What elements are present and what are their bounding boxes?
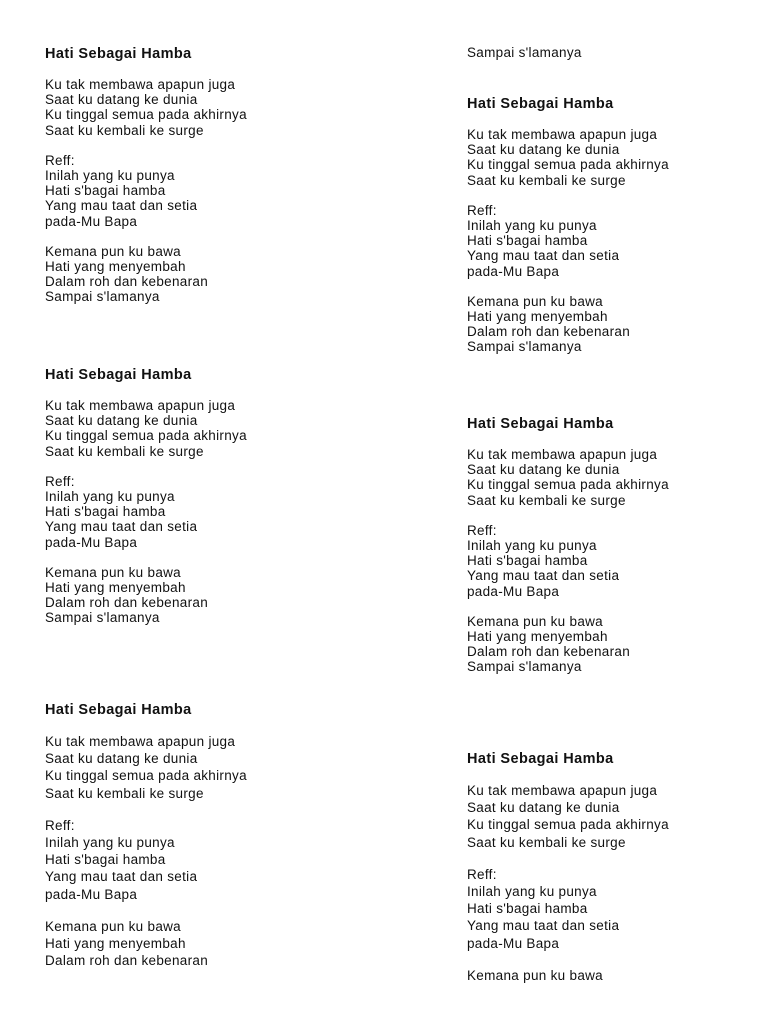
lyric-line: Yang mau taat dan setia: [45, 519, 198, 535]
lyric-line: Kemana pun ku bawa: [45, 564, 181, 580]
lyric-line: Saat ku kembali ke surge: [45, 122, 204, 138]
lyric-line: Hati s'bagai hamba: [45, 504, 166, 520]
lyric-line: Inilah yang ku punya: [467, 538, 597, 554]
reff-label: Reff:: [467, 522, 497, 538]
reff-label: Reff:: [45, 817, 75, 833]
lyric-line: Ku tak membawa apapun juga: [45, 398, 236, 413]
lyric-line: Saat ku datang ke dunia: [467, 142, 620, 158]
lyric-line: Dalam roh dan kebenaran: [467, 324, 631, 340]
lyric-line: Hati s'bagai hamba: [45, 183, 166, 199]
lyric-line: Dalam roh dan kebenaran: [45, 595, 209, 611]
lyric-line: pada-Mu Bapa: [467, 583, 560, 599]
lyric-line: Ku tak membawa apapun juga: [45, 77, 236, 92]
lyric-line: Saat ku kembali ke surge: [45, 443, 204, 459]
lyric-line: Saat ku datang ke dunia: [45, 92, 198, 108]
lyric-line: Kemana pun ku bawa: [45, 918, 181, 934]
lyric-line: pada-Mu Bapa: [467, 935, 560, 951]
lyric-line: Kemana pun ku bawa: [467, 613, 603, 629]
song-title: Hati Sebagai Hamba: [45, 46, 192, 62]
lyrics-block-right-1: [467, 95, 768, 355]
lyrics-block-left-3: [45, 701, 365, 969]
lyric-line: Hati yang menyembah: [467, 309, 608, 325]
reff-label: Reff:: [45, 473, 75, 489]
lyric-line: Saat ku datang ke dunia: [467, 800, 620, 816]
lyric-line: pada-Mu Bapa: [45, 213, 138, 229]
lyric-line: Dalam roh dan kebenaran: [45, 274, 209, 290]
lyric-line: Yang mau taat dan setia: [45, 198, 198, 214]
reff-label: Reff:: [467, 202, 497, 218]
lyric-line: Yang mau taat dan setia: [467, 918, 620, 934]
lyric-line: Ku tinggal semua pada akhirnya: [45, 768, 247, 784]
lyric-line: Ku tinggal semua pada akhirnya: [45, 428, 247, 444]
lyric-line: Ku tak membawa apapun juga: [467, 447, 658, 462]
lyric-line: Saat ku datang ke dunia: [45, 751, 198, 767]
lyric-line: Dalam roh dan kebenaran: [467, 644, 631, 660]
lyric-line: Sampai s'lamanya: [45, 289, 160, 305]
song-title: Hati Sebagai Hamba: [467, 416, 614, 432]
lyric-line: Hati yang menyembah: [45, 936, 186, 952]
lyric-line: Dalam roh dan kebenaran: [45, 953, 209, 969]
lyric-line: Sampai s'lamanya: [45, 610, 160, 626]
song-title: Hati Sebagai Hamba: [45, 702, 192, 718]
lyrics-block-left-1: [45, 45, 365, 305]
reff-label: Reff:: [467, 866, 497, 882]
lyric-line: Ku tinggal semua pada akhirnya: [467, 157, 669, 173]
lyric-line: Hati s'bagai hamba: [467, 233, 588, 249]
lyric-line: Hati s'bagai hamba: [467, 553, 588, 569]
lyric-line: pada-Mu Bapa: [467, 263, 560, 279]
lyric-line: Saat ku datang ke dunia: [467, 462, 620, 478]
reff-label: Reff:: [45, 152, 75, 168]
lyric-line: Inilah yang ku punya: [467, 218, 597, 234]
song-title: Hati Sebagai Hamba: [467, 96, 614, 112]
lyrics-block-right-2: [467, 415, 768, 675]
lyric-line: Saat ku kembali ke surge: [467, 834, 626, 850]
lyric-line: Saat ku kembali ke surge: [467, 492, 626, 508]
lyrics-block-right-3: [467, 750, 768, 984]
lyric-line: Ku tak membawa apapun juga: [45, 734, 236, 749]
lyric-line: Ku tinggal semua pada akhirnya: [467, 477, 669, 493]
lyric-line: Yang mau taat dan setia: [467, 568, 620, 584]
lyric-line: Hati yang menyembah: [45, 259, 186, 275]
lyric-line: Inilah yang ku punya: [45, 489, 175, 505]
lyric-line: Sampai s'lamanya: [467, 339, 582, 355]
lyric-line: pada-Mu Bapa: [45, 886, 138, 902]
lyric-line: Kemana pun ku bawa: [45, 243, 181, 259]
lyric-line: Sampai s'lamanya: [467, 659, 582, 675]
song-title: Hati Sebagai Hamba: [45, 367, 192, 383]
lyric-line: Hati s'bagai hamba: [467, 901, 588, 917]
lyric-line: Hati s'bagai hamba: [45, 852, 166, 868]
lyric-line: Hati yang menyembah: [45, 580, 186, 596]
lyric-line: Ku tak membawa apapun juga: [467, 127, 658, 142]
lyric-line: Saat ku kembali ke surge: [45, 785, 204, 801]
lyric-line: Saat ku kembali ke surge: [467, 172, 626, 188]
lyric-line: Yang mau taat dan setia: [467, 248, 620, 264]
song-title: Hati Sebagai Hamba: [467, 751, 614, 767]
lyric-line: Ku tinggal semua pada akhirnya: [45, 107, 247, 123]
lyric-line: Inilah yang ku punya: [45, 168, 175, 184]
lyrics-block-left-2: [45, 366, 365, 626]
lyrics-continuation-top-right: [467, 45, 768, 60]
lyric-line: Ku tinggal semua pada akhirnya: [467, 817, 669, 833]
lyric-line: Yang mau taat dan setia: [45, 869, 198, 885]
lyric-line: Inilah yang ku punya: [45, 835, 175, 851]
lyric-line: Kemana pun ku bawa: [467, 293, 603, 309]
lyric-line: Sampai s'lamanya: [467, 45, 582, 60]
lyric-line: Inilah yang ku punya: [467, 884, 597, 900]
lyric-line: pada-Mu Bapa: [45, 534, 138, 550]
lyric-line: Hati yang menyembah: [467, 629, 608, 645]
lyric-line: Kemana pun ku bawa: [467, 967, 603, 983]
lyric-line: Ku tak membawa apapun juga: [467, 783, 658, 798]
lyric-line: Saat ku datang ke dunia: [45, 413, 198, 429]
